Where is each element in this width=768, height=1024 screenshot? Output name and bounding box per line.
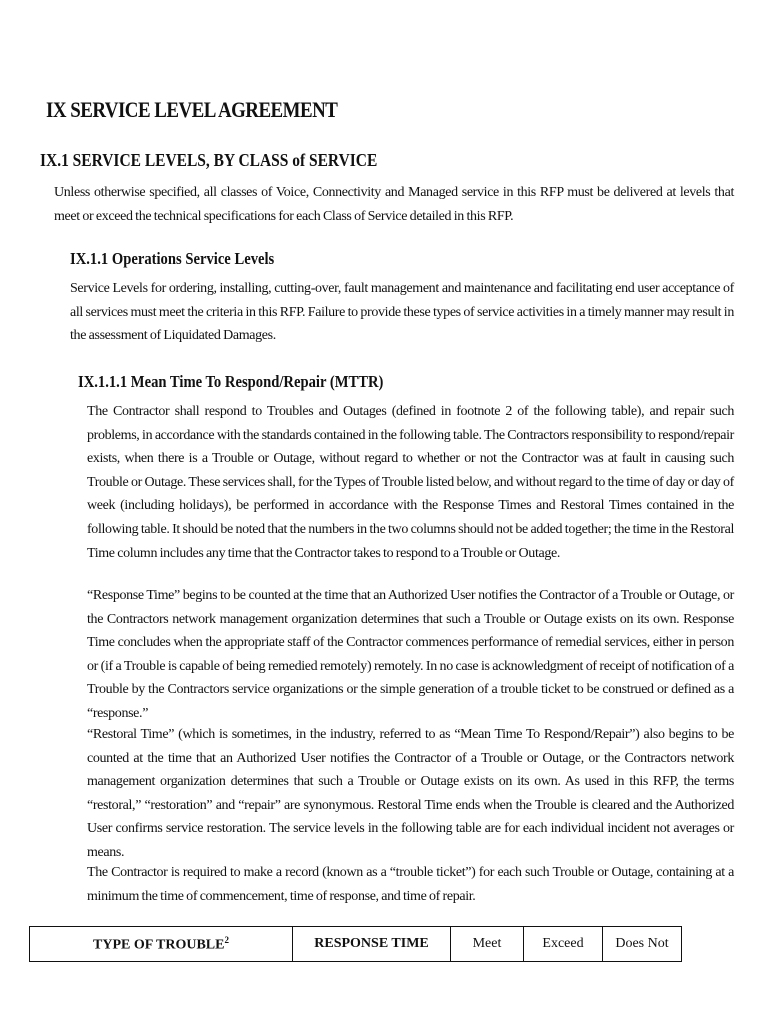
meet-header: Meet — [451, 927, 524, 962]
footnote-marker: 2 — [224, 934, 229, 945]
type-of-trouble-label: TYPE OF TROUBLE — [93, 937, 225, 953]
does-not-header: Does Not — [603, 927, 682, 962]
service-levels-intro: Unless otherwise specified, all classes of Voice, Connectivity and Managed service in this RFP must be delivered at levels that meet or exceed the technical specifications for each Class of Service detailed in this RFP. — [54, 185, 734, 224]
table-header-row — [30, 927, 682, 962]
operations-heading: IX.1.1 Operations Service Levels — [70, 249, 275, 268]
type-of-trouble-header — [30, 927, 293, 962]
mttr-heading: IX.1.1.1 Mean Time To Respond/Repair (MTTR) — [78, 372, 384, 391]
restoral-time-paragraph: “Restoral Time” (which is sometimes, in the industry, referred to as “Mean Time To Respond/Repair”) also begins to be counted at the time that an Authorized User notifies the Contractor of a Trouble or Outage, or the Contractors network management organization determines that such a Trouble or Outage exists on its own. As used in this RFP, the terms “restoral,” “restoration” and “repair” are synonymous. Restoral Time ends when the Trouble is cleared and the Authorized User confirms service restoration. The service levels in the following table are for each individual incident not averages or means. — [87, 727, 734, 860]
trouble-table — [29, 926, 682, 962]
exceed-header: Exceed — [524, 927, 603, 962]
response-time-header: RESPONSE TIME — [293, 927, 451, 962]
trouble-ticket-paragraph: The Contractor is required to make a record (known as a “trouble ticket”) for each such Trouble or Outage, containing at a minimum the time of commencement, time of response, and time of repair. — [87, 865, 734, 904]
subsection-heading: IX.1 SERVICE LEVELS, BY CLASS of SERVICE — [40, 150, 378, 170]
section-heading: IX SERVICE LEVEL AGREEMENT — [46, 97, 338, 122]
operations-paragraph: Service Levels for ordering, installing, cutting-over, fault management and maintenance and facilitating end user acceptance of all services must meet the criteria in this RFP. Failure to provide these types of service activities in a timely manner may result in the assessment of Liquidated Damages. — [70, 281, 734, 344]
mttr-paragraph: The Contractor shall respond to Troubles and Outages (defined in footnote 2 of the following table), and repair such problems, in accordance with the standards contained in the following table. The Contractors responsibility to respond/repair exists, when there is a Trouble or Outage, without regard to whether or not the Contractor was at fault in causing such Trouble or Outage. These services shall, for the Types of Trouble listed below, and without regard to the time of day or day of week (including holidays), be performed in accordance with the Response Times and Restoral Times contained in the following table. It should be noted that the numbers in the two columns should not be added together; the time in the Restoral Time column includes any time that the Contractor takes to respond to a Trouble or Outage. — [87, 404, 734, 561]
response-time-paragraph: “Response Time” begins to be counted at the time that an Authorized User notifies the Contractor of a Trouble or Outage, or the Contractors network management organization determines that such a Trouble or Outage exists on its own. Response Time concludes when the appropriate staff of the Contractor commences performance of remedial services, either in person or (if a Trouble is capable of being remedied remotely) remotely. In no case is acknowledgment of receipt of notification of a Trouble by the Contractors service organizations or the simple generation of a trouble ticket to be construed or defined as a “response.” — [87, 588, 734, 721]
